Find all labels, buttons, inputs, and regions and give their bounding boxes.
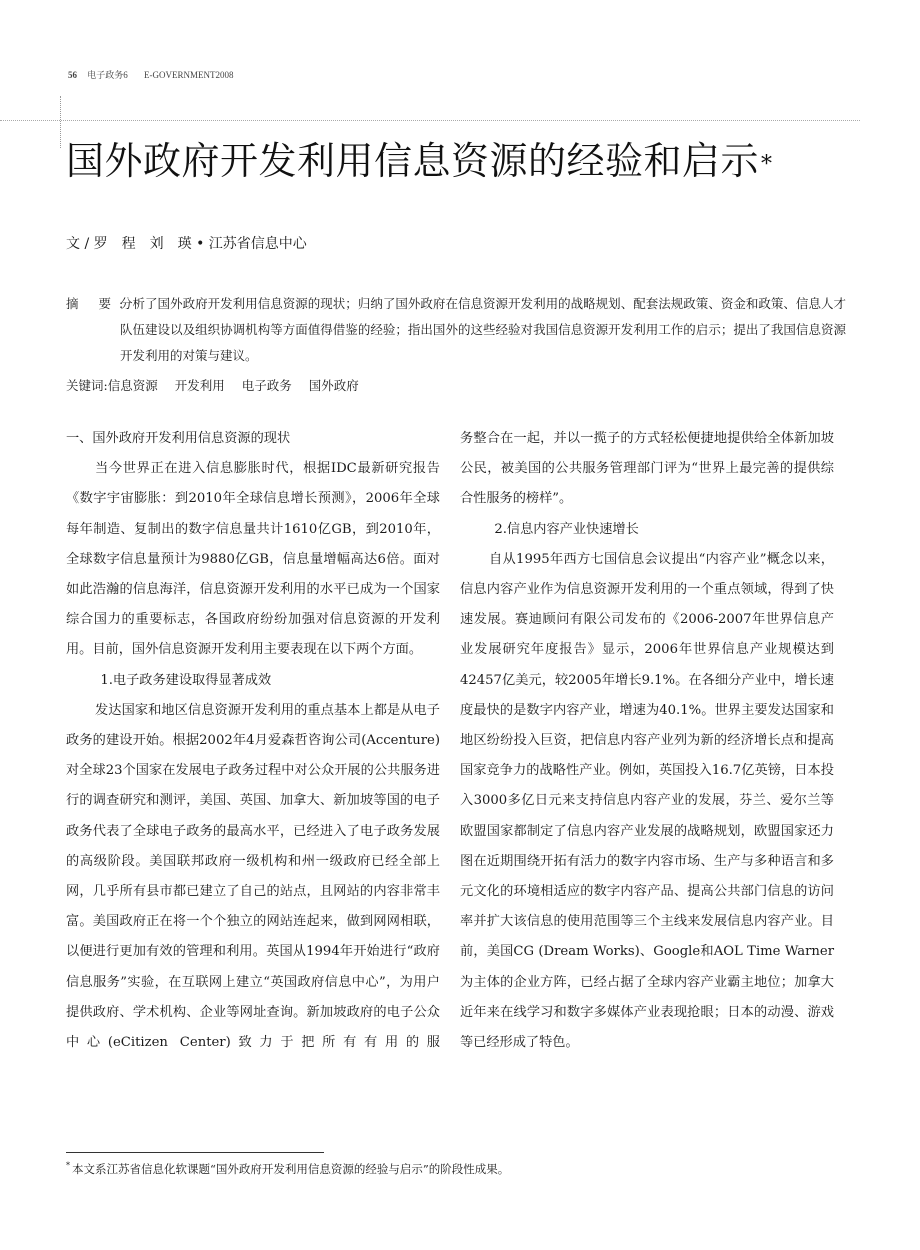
article-title-text: 国外政府开发利用信息资源的经验和启示 — [66, 139, 760, 183]
body-paragraph: 当今世界正在进入信息膨胀时代，根据IDC最新研究报告《数字宇宙膨胀：到2010年全球信息增长预测》，2006年全球每年制造、复制出的数字信息量共计1610亿GB，到2010年，全球数字信息量预计为9880亿GB，信息量增幅高达6倍。面对如此浩瀚的信息海洋，信息资源开发利用的水平已成为一个国家综合国力的重要标志，各国政府纷纷加强对信息资源的开发利用。目前，国外信息资源开发利用主要表现在以下两个方面。 — [66, 461, 440, 658]
footnote-divider — [66, 1152, 324, 1153]
article-title — [66, 138, 773, 184]
abstract-label: 摘 要: — [66, 296, 132, 311]
author-byline: 文 / 罗 程 刘 瑛 • 江苏省信息中心 — [66, 236, 307, 252]
page-number: 56 — [68, 70, 77, 80]
subsection-heading: 2.信息内容产业快速增长 — [494, 521, 639, 537]
keywords — [66, 376, 376, 396]
body-paragraph: 发达国家和地区信息资源开发利用的重点基本上都是从电子政务的建设开始。根据2002年4月爱森哲咨询公司(Accenture)对全球23个国家在发展电子政务过程中对公众开展的公共服务进行的调查研究和测评，美国、英国、加拿大、新加坡等国的电子政务代表了全球电子政务的最高水平，已经进入了电子政务发展的高级阶段。美国联邦政府一级机构和州一级政府已经全部上网，几乎所有县市都已建立了自己的站点，且网站的内容非常丰富。美国政府正在将一个个独立的网站连起来，做到网网相联，以便进行更加有效的管理和利用。英国从1994年开始进行“政府信息服务”实验，在互联网上建立“英国政府信息中心”，为用户提供政府、学术机构、企业等网址查询。新加坡政府的电子公众中心(eCitizen Center)致力于把所有有用的服 — [66, 702, 440, 1051]
body-paragraph: 务整合在一起，并以一揽子的方式轻松便捷地提供给全体新加坡公民，被美国的公共服务管理部门评为“世界上最完善的提供综合性服务的榜样”。 — [460, 431, 834, 507]
journal-name: 电子政务6 — [87, 70, 128, 80]
keyword: 开发利用 — [174, 378, 225, 393]
vertical-divider — [60, 96, 61, 148]
running-head — [68, 68, 234, 81]
footnote — [66, 1158, 509, 1177]
abstract — [66, 291, 846, 369]
keywords-label: 关键词: — [66, 378, 108, 393]
header-divider — [0, 120, 860, 121]
keyword: 电子政务 — [241, 378, 292, 393]
body-paragraph: 自从1995年西方七国信息会议提出“内容产业”概念以来，信息内容产业作为信息资源开发利用的一个重点领域，得到了快速发展。赛迪顾问有限公司发布的《2006-2007年世界信息产业发展研究年度报告》显示，2006年世界信息产业规模达到42457亿美元，较2005年增长9.1%。在各细分产业中，增长速度最快的是数字内容产业，增速为40.1%。世界主要发达国家和地区纷纷投入巨资，把信息内容产业列为新的经济增长点和提高国家竞争力的战略性产业。例如，英国投入16.7亿英镑，日本投入3000多亿日元来支持信息内容产业的发展，芬兰、爱尔兰等欧盟国家都制定了信息内容产业发展的战略规划，欧盟国家还力图在近期围绕开拓有活力的数字内容市场、生产与多种语言和多元文化的环境相适应的数字内容产品、提高公共部门信息的访问率并扩大该信息的使用范围等三个主线来发展信息内容产业。目前，美国CG (Dream Works)、Google和AOL Time Warner为主体的企业方阵，已经占据了全球内容产业霸主地位；加拿大近年来在线学习和数字多媒体产业表现抢眼；日本的动漫、游戏等已经形成了特色。 — [460, 551, 834, 1051]
footnote-text: 本文系江苏省信息化软课题“国外政府开发利用信息资源的经验与启示”的阶段性成果。 — [72, 1161, 510, 1176]
body-column-right — [460, 424, 834, 1058]
journal-name-en: E-GOVERNMENT2008 — [144, 70, 234, 80]
keyword: 国外政府 — [308, 378, 359, 393]
keyword: 信息资源 — [107, 378, 158, 393]
section-heading: 一、国外政府开发利用信息资源的现状 — [66, 431, 291, 446]
subsection-heading: 1.电子政务建设取得显著成效 — [100, 672, 272, 688]
footnote-mark: * — [66, 1161, 70, 1170]
body-column-left — [66, 424, 440, 1058]
abstract-text: 分析了国外政府开发利用信息资源的现状；归纳了国外政府在信息资源开发利用的战略规划、配套法规政策、资金和政策、信息人才队伍建设以及组织协调机构等方面值得借鉴的经验；指出国外的这些经验对我国信息资源开发利用工作的启示；提出了我国信息资源开发利用的对策与建议。 — [120, 296, 846, 363]
title-footnote-mark: * — [761, 152, 773, 177]
